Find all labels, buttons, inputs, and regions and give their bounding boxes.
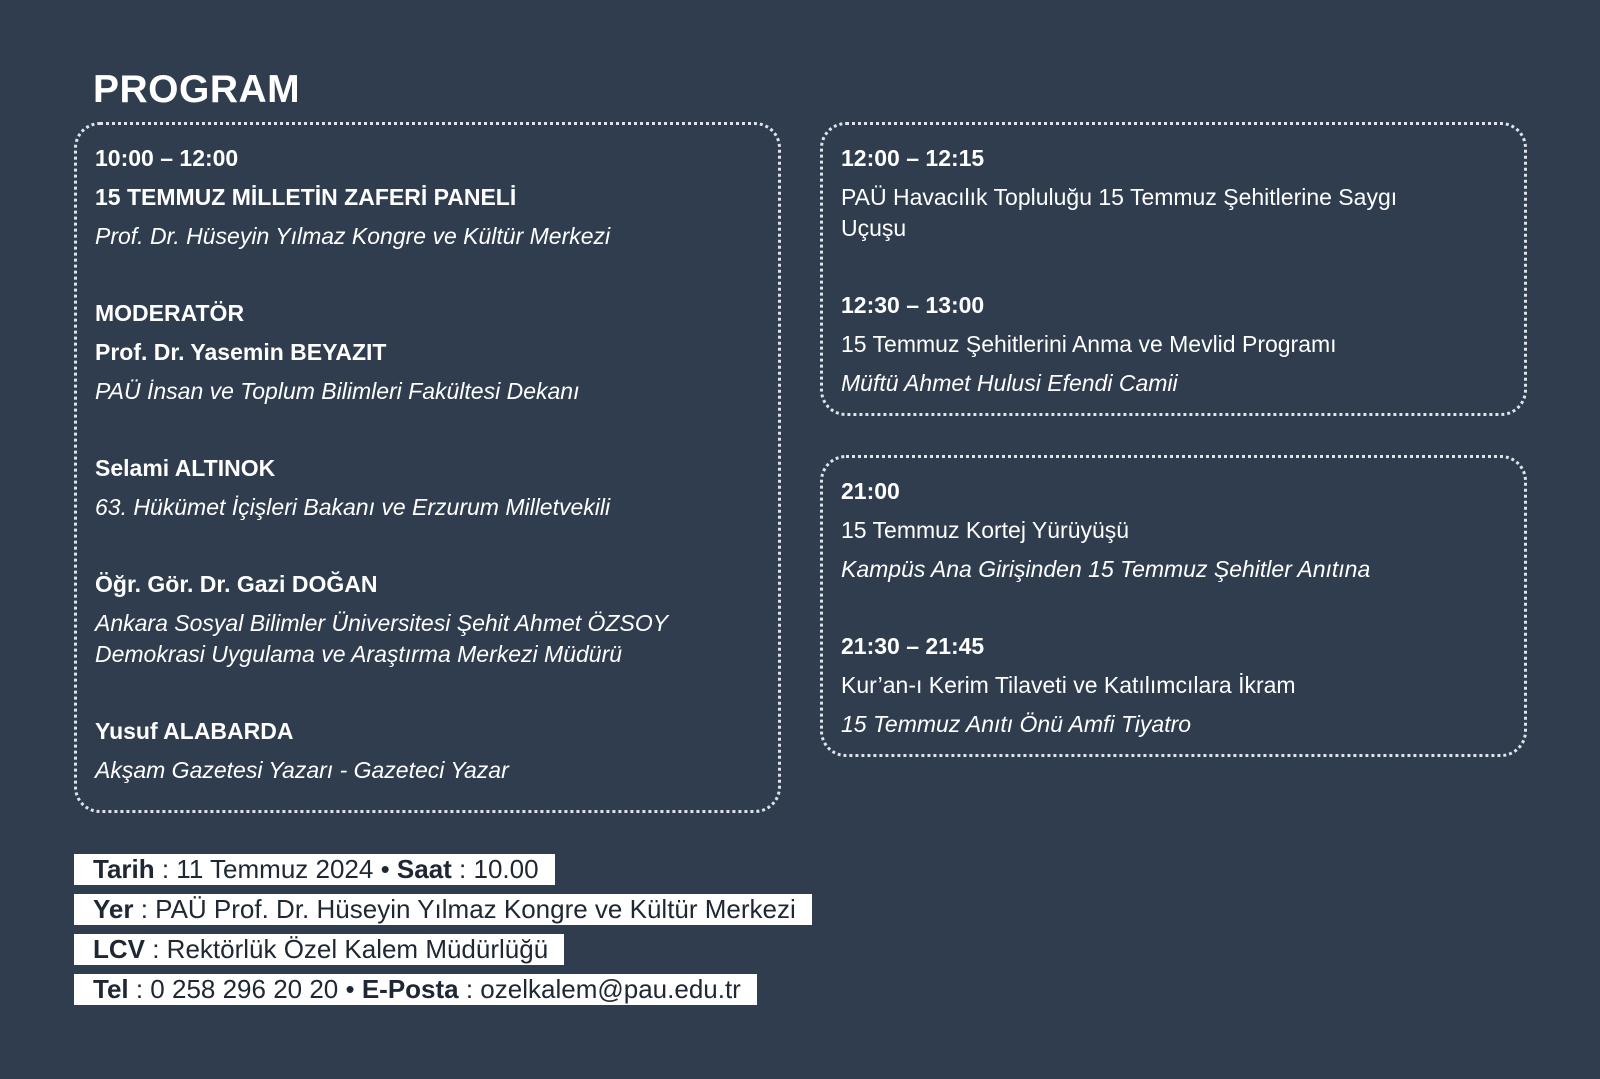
event-time: 12:00 – 12:15	[841, 145, 985, 171]
time-label: Saat	[396, 854, 452, 884]
event-venue: Kampüs Ana Girişinden 15 Temmuz Şehitler Anıtına	[841, 556, 1371, 582]
speaker-name: Selami ALTINOK	[95, 455, 276, 481]
place-value: : PAÜ Prof. Dr. Hüseyin Yılmaz Kongre ve Kültür Merkezi	[133, 894, 796, 924]
moderator-label: MODERATÖR	[95, 300, 245, 326]
date-time-bar	[74, 854, 555, 885]
rsvp-label: LCV	[93, 934, 145, 964]
event-title-line: Uçuşu	[841, 215, 907, 241]
date-label: Tarih	[93, 854, 155, 884]
event-title: Kur’an-ı Kerim Tilaveti ve Katılımcılara İkram	[841, 672, 1296, 698]
page-title: PROGRAM	[93, 68, 301, 111]
evening-events-box	[820, 455, 1527, 757]
tel-value: : 0 258 296 20 20 •	[128, 974, 362, 1004]
panel-time: 10:00 – 12:00	[95, 145, 239, 171]
speaker-name: Yusuf ALABARDA	[95, 718, 294, 744]
rsvp-value: : Rektörlük Özel Kalem Müdürlüğü	[145, 934, 549, 964]
moderator-name: Prof. Dr. Yasemin BEYAZIT	[95, 339, 387, 365]
contact-bar	[74, 974, 757, 1005]
event-time: 21:00	[841, 478, 900, 504]
rsvp-bar	[74, 934, 564, 965]
place-bar	[74, 894, 812, 925]
event-venue: 15 Temmuz Anıtı Önü Amfi Tiyatro	[841, 711, 1192, 737]
email-value: : ozelkalem@pau.edu.tr	[458, 974, 741, 1004]
event-title-line: PAÜ Havacılık Topluluğu 15 Temmuz Şehitlerine Saygı	[841, 184, 1398, 210]
event-venue: Müftü Ahmet Hulusi Efendi Camii	[841, 370, 1178, 396]
moderator-title: PAÜ İnsan ve Toplum Bilimleri Fakültesi Dekanı	[95, 378, 580, 404]
time-value: : 10.00	[451, 854, 539, 884]
event-time: 12:30 – 13:00	[841, 292, 985, 318]
place-label: Yer	[93, 894, 134, 924]
speaker-title: Akşam Gazetesi Yazarı - Gazeteci Yazar	[95, 757, 509, 783]
email-label: E-Posta	[361, 974, 459, 1004]
midday-events-box	[820, 122, 1527, 416]
speaker-title-line: Ankara Sosyal Bilimler Üniversitesi Şehit Ahmet ÖZSOY	[95, 610, 669, 636]
date-value: : 11 Temmuz 2024 •	[154, 854, 397, 884]
speaker-name: Öğr. Gör. Dr. Gazi DOĞAN	[95, 571, 378, 597]
event-time: 21:30 – 21:45	[841, 633, 985, 659]
panel-program-box	[74, 122, 781, 813]
panel-venue: Prof. Dr. Hüseyin Yılmaz Kongre ve Kültür Merkezi	[95, 223, 611, 249]
tel-label: Tel	[93, 974, 129, 1004]
event-title: 15 Temmuz Kortej Yürüyüşü	[841, 517, 1130, 543]
event-title: 15 Temmuz Şehitlerini Anma ve Mevlid Programı	[841, 331, 1337, 357]
panel-title: 15 TEMMUZ MİLLETİN ZAFERİ PANELİ	[95, 184, 517, 210]
speaker-title: 63. Hükümet İçişleri Bakanı ve Erzurum Milletvekili	[95, 494, 611, 520]
speaker-title-line: Demokrasi Uygulama ve Araştırma Merkezi Müdürü	[95, 641, 623, 667]
